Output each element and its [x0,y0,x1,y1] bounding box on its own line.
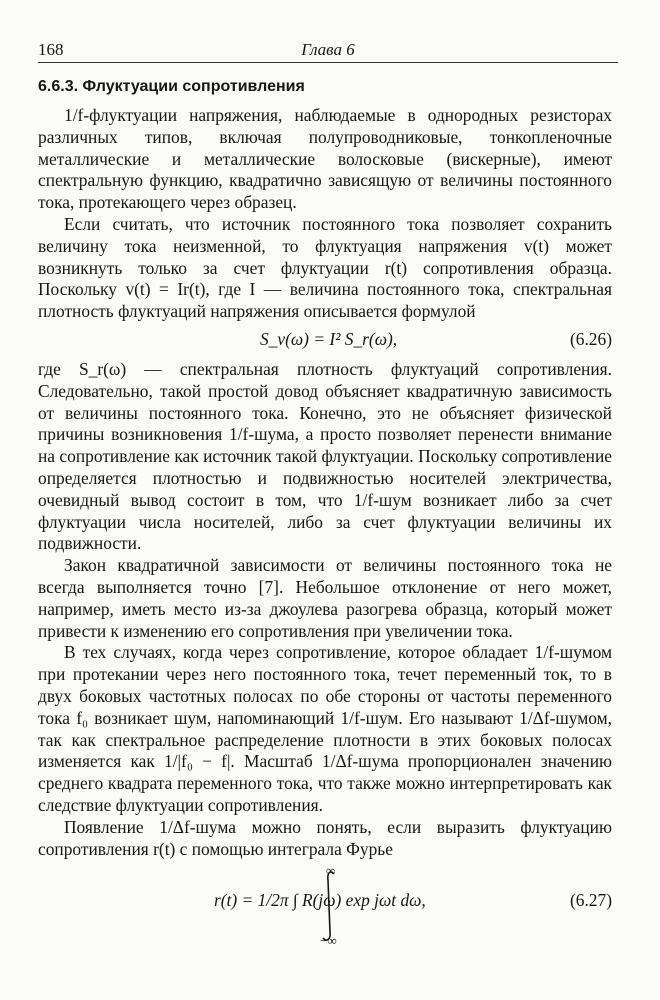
equation-formula: r(t) = 1/2π ∫ R(jω) exp jωt dω, [214,890,426,911]
equation-6-26 [38,327,612,357]
paragraph: Закон квадратичной зависимости от величины постоянного тока не всегда выполняется точно [7]. Небольшое отклонение от него может, например, иметь место из-за джоулева разогрева образца, который может привести к изменению его сопротивления при увеличении тока. [38,555,612,641]
paragraph: В тех случаях, когда через сопротивление, которое обладает 1/f-шумом при протекании через него постоянного тока, течет переменный ток, то в двух боковых частотных полосах по обе стороны от частоты переменного тока f₀ возникает шум, напоминающий 1/f-шум. Его называют 1/Δf-шумом, так как спектральное распределение плотности в этих боковых полосах изменяется как 1/|f₀ − f|. Масштаб 1/Δf-шума пропорционален значению среднего квадрата переменного тока, что также можно интерпретировать как следствие флуктуации сопротивления. [38,642,612,815]
body-text [38,105,612,948]
page-number: 168 [38,40,64,59]
running-title: Глава 6 [301,40,355,59]
integral-upper-limit: ∞ [326,863,336,879]
equation-6-27 [38,864,612,948]
paragraph: Появление 1/Δf-шума можно понять, если выразить флуктуацию сопротивления r(t) с помощью интеграла Фурье [38,816,612,859]
integral-lower-limit: −∞ [320,933,337,949]
paragraph: Если считать, что источник постоянного тока позволяет сохранить величину тока неизменной, то флуктуация напряжения v(t) может возникнуть только за счет флуктуации r(t) сопротивления образца. Поскольку v(t) = Ir(t), где I — величина постоянного тока, спектральная плотность флуктуаций напряжения описывается формулой [38,213,612,322]
paragraph: где S_r(ω) — спектральная плотность флуктуаций сопротивления. Следовательно, такой простой довод объясняет квадратичную зависимость от величины постоянного тока. Конечно, это не объясняет физической причины возникновения 1/f-шума, а просто позволяет перенести внимание на сопротивление как источник такой флуктуации. Поскольку сопротивление определяется плотностью и подвижностью носителей электричества, очевидный вывод состоит в том, что 1/f-шум возникает либо за счет флуктуации числа носителей, либо за счет флуктуации величины их подвижности. [38,358,612,554]
equation-number: (6.26) [569,328,612,349]
equation-number: (6.27) [569,890,612,911]
section-title: 6.6.3. Флуктуации сопротивления [38,78,305,95]
equation-formula: S_v(ω) = I² S_r(ω), [260,328,398,349]
paragraph: 1/f-флуктуации напряжения, наблюдаемые в однородных резисторах различных типов, включая полупроводниковые, тонкопленочные металлические и металлические волосковые (вискерные), имеют спектральную функцию, квадратично зависящую от величины постоянного тока, протекающего через образец. [38,105,612,213]
page-header [38,36,618,63]
